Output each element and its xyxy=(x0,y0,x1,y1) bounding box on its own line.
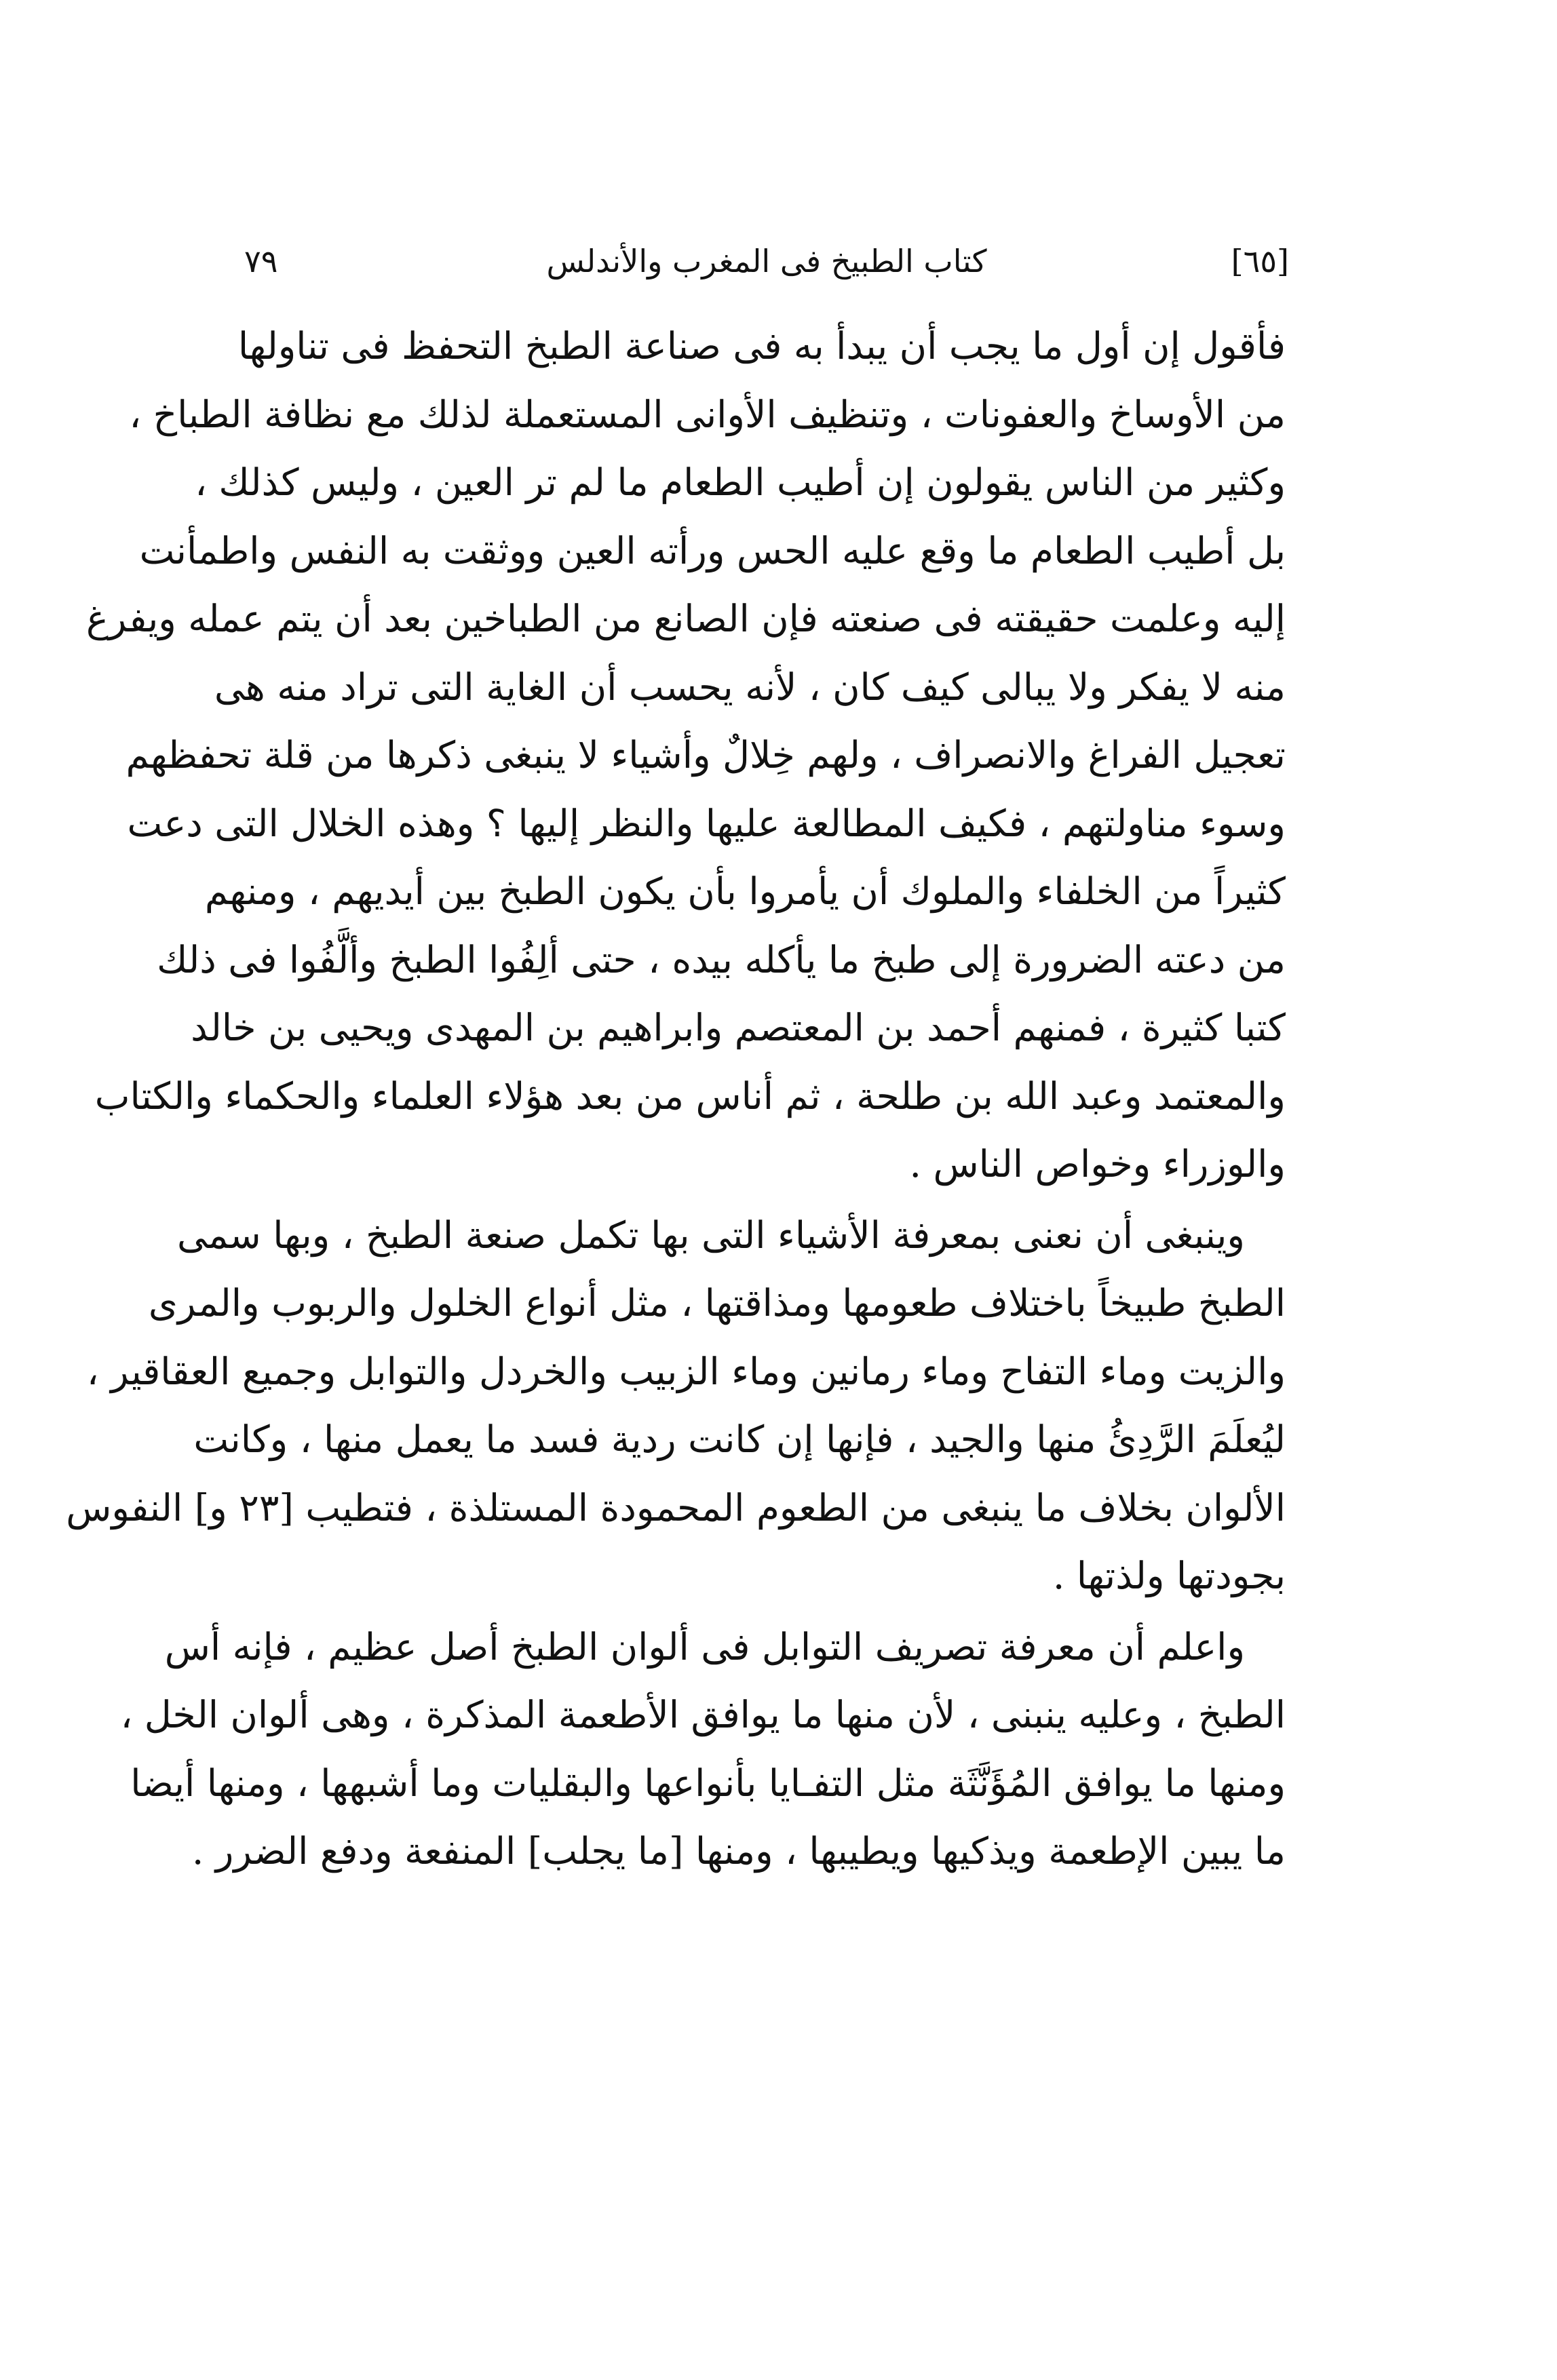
text-line: بل أطيب الطعام ما وقع عليه الحس ورأته العين ووثقت به النفس واطمأنت xyxy=(139,528,1286,572)
text-line: منه لا يفكر ولا يبالى كيف كان ، لأنه يحسب أن الغاية التى تراد منه هى xyxy=(214,665,1286,709)
text-line: كثيراً من الخلفاء والملوك أن يأمروا بأن يكون الطبخ بين أيديهم ، ومنهم xyxy=(204,870,1286,913)
text-line: واعلم أن معرفة تصريف التوابل فى ألوان الطبخ أصل عظيم ، فإنه أس xyxy=(164,1624,1245,1669)
page-folio: ٧٩ xyxy=(244,243,278,279)
text-line: من دعته الضرورة إلى طبخ ما يأكله بيده ، حتى ألِفُوا الطبخ وألَّفُوا فى ذلك xyxy=(157,937,1286,981)
text-line: وسوء مناولتهم ، فكيف المطالعة عليها والنظر إليها ؟ وهذه الخلال التى دعت xyxy=(127,801,1286,845)
running-head xyxy=(244,234,1289,288)
running-title: كتاب الطبيخ فى المغرب والأندلس xyxy=(546,243,987,279)
text-line: بجودتها ولذتها . xyxy=(1052,1554,1286,1597)
text-line: ليُعلَمَ الرَّدِئُ منها والجيد ، فإنها إن كانت ردية فسد ما يعمل منها ، وكانت xyxy=(193,1418,1286,1461)
text-line: والزيت وماء التفاح وماء رمانين وماء الزبيب والخردل والتوابل وجميع العقاقير ، xyxy=(86,1349,1286,1393)
text-line: وكثير من الناس يقولون إن أطيب الطعام ما لم تر العين ، وليس كذلك ، xyxy=(195,461,1286,504)
text-line: ما يبين الإطعمة ويذكيها ويطيبها ، ومنها [ما يجلب] المنفعة ودفع الضرر . xyxy=(191,1829,1286,1873)
original-page-number: [٦٥] xyxy=(1231,243,1289,279)
text-line: والوزراء وخواص الناس . xyxy=(909,1142,1286,1186)
text-line: وينبغى أن نعنى بمعرفة الأشياء التى بها تكمل صنعة الطبخ ، وبها سمى xyxy=(177,1213,1245,1257)
text-line: والمعتمد وعبد الله بن طلحة ، ثم أناس من بعد هؤلاء العلماء والحكماء والكتاب xyxy=(94,1074,1286,1118)
body-text xyxy=(66,312,1286,1886)
text-line: الألوان بخلاف ما ينبغى من الطعوم المحمودة المستلذة ، فتطيب [٢٣ و] النفوس xyxy=(66,1485,1286,1529)
text-line: ومنها ما يوافق المُؤَنَّثَة مثل التفـايا بأنواعها والبقليات وما أشبهها ، ومنها أيضا xyxy=(130,1761,1286,1805)
text-line: الطبخ ، وعليه ينبنى ، لأن منها ما يوافق الأطعمة المذكرة ، وهى ألوان الخل ، xyxy=(120,1693,1286,1736)
text-line: إليه وعلمت حقيقته فى صنعته فإن الصانع من الطباخين بعد أن يتم عمله ويفرغ xyxy=(85,597,1286,640)
paragraph-1 xyxy=(85,312,1286,1198)
paragraph-2 xyxy=(66,1201,1286,1610)
text-line: كتبا كثيرة ، فمنهم أحمد بن المعتصم وابراهيم بن المهدى ويحيى بن خالد xyxy=(191,1006,1286,1049)
text-line: فأقول إن أول ما يجب أن يبدأ به فى صناعة الطبخ التحفظ فى تناولها xyxy=(237,324,1286,368)
text-line: من الأوساخ والعفونات ، وتنظيف الأوانى المستعملة لذلك مع نظافة الطباخ ، xyxy=(129,392,1286,436)
text-line: الطبخ طبيخاً باختلاف طعومها ومذاقتها ، مثل أنواع الخلول والربوب والمرى xyxy=(148,1281,1286,1325)
text-line: تعجيل الفراغ والانصراف ، ولهم خِلالٌ وأشياء لا ينبغى ذكرها من قلة تحفظهم xyxy=(126,733,1286,777)
paragraph-3 xyxy=(120,1613,1286,1886)
